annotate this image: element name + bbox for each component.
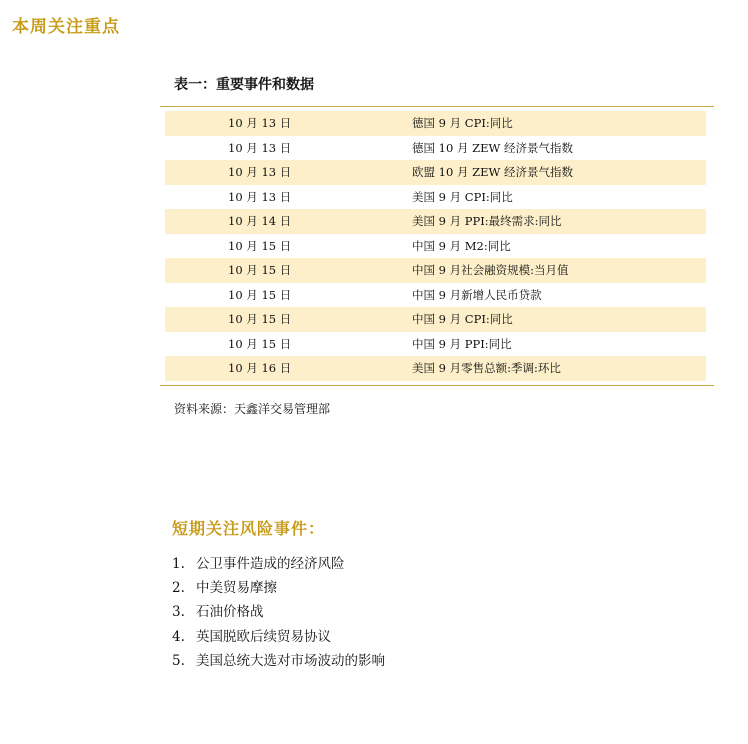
row-event: 中国 9 月新增人民币贷款 bbox=[412, 287, 542, 302]
row-date: 10 月 15 日 bbox=[228, 263, 292, 277]
list-number: 3. bbox=[172, 604, 185, 621]
row-date: 10 月 15 日 bbox=[228, 238, 292, 253]
row-date: 10 月 15 日 bbox=[228, 287, 292, 302]
table-row bbox=[165, 234, 706, 259]
list-number: 2. bbox=[172, 580, 185, 597]
table-row bbox=[165, 332, 706, 357]
row-date: 10 月 13 日 bbox=[228, 189, 292, 204]
list-item bbox=[172, 552, 385, 576]
row-date: 10 月 13 日 bbox=[228, 116, 292, 130]
row-date: 10 月 15 日 bbox=[228, 312, 292, 326]
risk-section-title: 短期关注风险事件： bbox=[172, 519, 326, 538]
table-row bbox=[165, 356, 706, 381]
row-event: 欧盟 10 月 ZEW 经济景气指数 bbox=[412, 165, 573, 179]
row-event: 美国 9 月零售总额:季调:环比 bbox=[412, 361, 561, 375]
table-row bbox=[165, 185, 706, 210]
list-number: 5. bbox=[172, 652, 185, 669]
row-event: 美国 9 月 CPI:同比 bbox=[412, 189, 513, 204]
table-row bbox=[165, 283, 706, 308]
row-event: 德国 10 月 ZEW 经济景气指数 bbox=[412, 140, 573, 155]
row-event: 德国 9 月 CPI:同比 bbox=[412, 116, 513, 130]
row-date: 10 月 13 日 bbox=[228, 140, 292, 155]
list-text: 英国脱欧后续贸易协议 bbox=[196, 628, 331, 645]
table-row bbox=[165, 160, 706, 185]
table-row bbox=[165, 209, 706, 234]
row-event: 中国 9 月社会融资规模:当月值 bbox=[412, 263, 569, 277]
list-text: 中美贸易摩擦 bbox=[196, 580, 277, 597]
table-row bbox=[165, 307, 706, 332]
table-row bbox=[165, 111, 706, 136]
table-source: 资料来源：天鑫洋交易管理部 bbox=[174, 402, 331, 416]
list-text: 公卫事件造成的经济风险 bbox=[196, 556, 345, 572]
row-event: 中国 9 月 CPI:同比 bbox=[412, 312, 513, 326]
list-item bbox=[172, 625, 385, 649]
list-text: 石油价格战 bbox=[196, 604, 264, 621]
row-date: 10 月 13 日 bbox=[228, 165, 292, 179]
list-text: 美国总统大选对市场波动的影响 bbox=[196, 652, 385, 669]
list-item bbox=[172, 600, 385, 624]
list-number: 1. bbox=[172, 556, 185, 572]
list-item bbox=[172, 576, 385, 600]
row-date: 10 月 14 日 bbox=[228, 214, 292, 228]
section-title: 本周关注重点 bbox=[12, 17, 120, 37]
table-row bbox=[165, 258, 706, 283]
table-caption: 表一：重要事件和数据 bbox=[174, 77, 314, 93]
events-table bbox=[160, 106, 714, 386]
risk-list bbox=[172, 552, 385, 673]
row-event: 中国 9 月 M2:同比 bbox=[412, 238, 511, 253]
row-date: 10 月 16 日 bbox=[228, 361, 292, 375]
list-number: 4. bbox=[172, 628, 185, 645]
table-row bbox=[165, 136, 706, 161]
row-event: 中国 9 月 PPI:同比 bbox=[412, 336, 512, 351]
row-event: 美国 9 月 PPI:最终需求:同比 bbox=[412, 214, 562, 228]
row-date: 10 月 15 日 bbox=[228, 336, 292, 351]
list-item bbox=[172, 649, 385, 673]
